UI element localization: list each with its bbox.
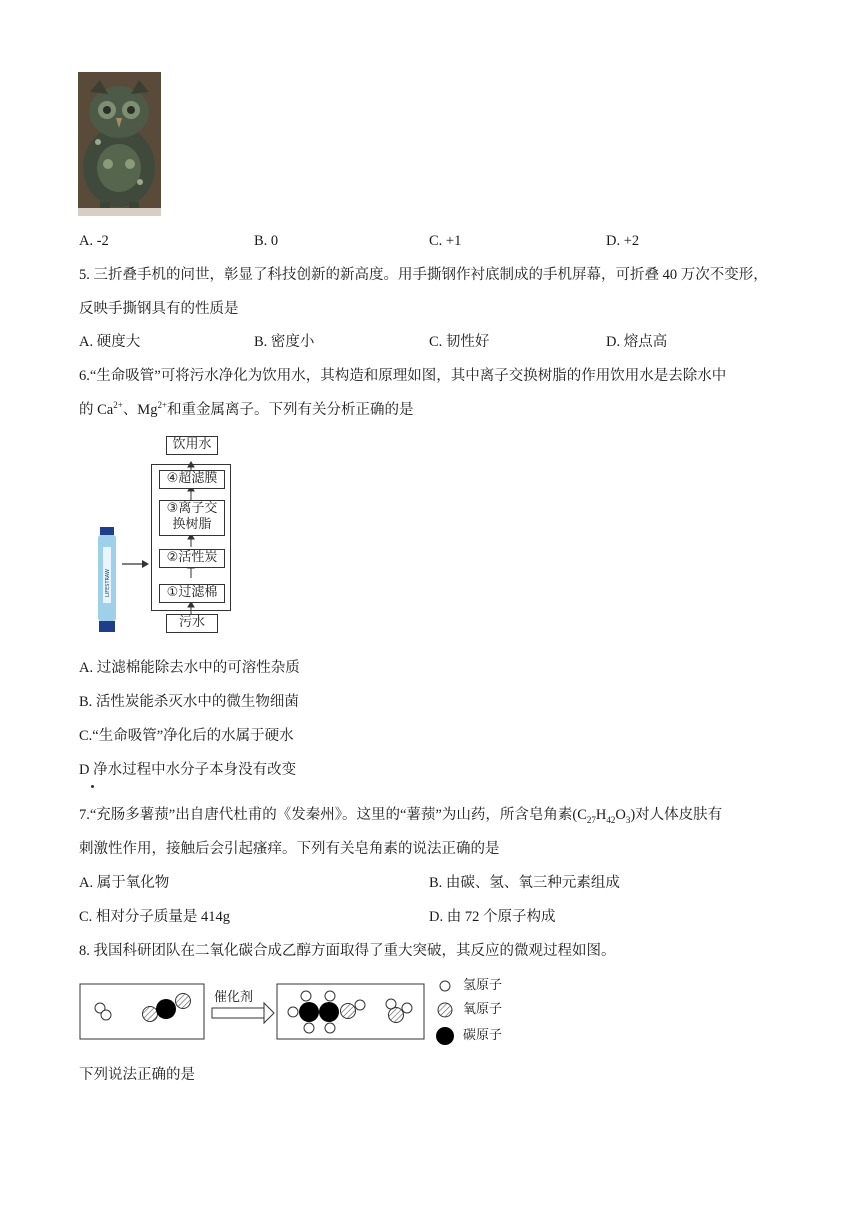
reaction-arrow bbox=[212, 1008, 264, 1018]
ion-exchange-line1: ③离子交 bbox=[166, 501, 218, 516]
q5-option-c: C. 韧性好 bbox=[429, 334, 490, 350]
ion-exchange-resin-box bbox=[159, 500, 225, 536]
q6-superscript: 2+ bbox=[113, 400, 123, 411]
q4-option-d: D. +2 bbox=[606, 233, 640, 249]
oxygen-atom bbox=[143, 1007, 158, 1022]
drinking-water-box: 饮用水 bbox=[166, 436, 218, 455]
carbon-atom bbox=[319, 1002, 339, 1022]
hydrogen-atom bbox=[402, 1003, 412, 1013]
legend-carbon-label: 碳原子 bbox=[463, 1028, 503, 1043]
flow-arrowhead bbox=[188, 462, 194, 467]
q4-option-b: B. 0 bbox=[254, 233, 279, 249]
q7-option-c: C. 相对分子质量是 414g bbox=[79, 909, 231, 925]
activated-carbon-box: ②活性炭 bbox=[159, 549, 225, 568]
q7-option-a: A. 属于氧化物 bbox=[79, 875, 170, 891]
oxygen-atom bbox=[389, 1008, 404, 1023]
q7-option-b: B. 由碳、氢、氧三种元素组成 bbox=[429, 875, 620, 891]
hydrogen-atom bbox=[101, 1010, 111, 1020]
q7-subscript: 27 bbox=[586, 814, 596, 825]
q8-stem-line1: 8. 我国科研团队在二氧化碳合成乙醇方面取得了重大突破，其反应的微观过程如图。 bbox=[79, 943, 616, 959]
q6-text: 、Mg bbox=[122, 402, 158, 418]
q7-option-d: D. 由 72 个原子构成 bbox=[429, 909, 556, 925]
ion-exchange-line2: 换树脂 bbox=[172, 517, 212, 532]
legend-hydrogen-symbol bbox=[440, 981, 450, 991]
legend-carbon-symbol bbox=[436, 1027, 454, 1045]
q5-option-d: D. 熔点高 bbox=[606, 334, 668, 350]
q6-option-a: A. 过滤棉能除去水中的可溶性杂质 bbox=[79, 660, 300, 676]
hydrogen-atom bbox=[325, 1023, 335, 1033]
filter-cotton-box: ①过滤棉 bbox=[159, 584, 225, 603]
life-straw-image bbox=[96, 527, 118, 632]
q6-text: 的 Ca bbox=[79, 402, 114, 418]
oxygen-atom bbox=[341, 1004, 356, 1019]
carbon-atom bbox=[156, 999, 176, 1019]
q7-text: O bbox=[615, 807, 626, 823]
sewage-box: 污水 bbox=[166, 614, 218, 633]
q5-stem-line1: 5. 三折叠手机的问世，彰显了科技创新的新高度。用手撕钢作衬底制成的手机屏幕，可折叠 40 万次不变形， bbox=[79, 267, 768, 283]
hydrogen-atom bbox=[355, 1000, 365, 1010]
q6-stem-line2 bbox=[79, 400, 414, 420]
hydrogen-atom bbox=[304, 1023, 314, 1033]
q4-option-a: A. -2 bbox=[79, 233, 109, 249]
bronze-vessel-image bbox=[78, 72, 161, 216]
stray-dot bbox=[91, 785, 94, 788]
q6-superscript: 2+ bbox=[157, 400, 168, 411]
legend-oxygen-label: 氧原子 bbox=[463, 1002, 503, 1017]
legend-oxygen-symbol bbox=[438, 1003, 452, 1017]
q4-option-c: C. +1 bbox=[429, 233, 462, 249]
q7-text: H bbox=[595, 807, 607, 823]
hydrogen-atom bbox=[325, 991, 335, 1001]
q6-text: 和重金属离子。下列有关分析正确的是 bbox=[167, 402, 414, 418]
right-arrow-icon bbox=[122, 556, 150, 566]
q5-stem-line2: 反映手撕钢具有的性质是 bbox=[79, 301, 239, 317]
q6-stem-line1: 6.“生命吸管”可将污水净化为饮用水，其构造和原理如图，其中离子交换树脂的作用饮用水是去除水中 bbox=[79, 368, 727, 384]
carbon-atom bbox=[299, 1002, 319, 1022]
ultrafiltration-box: ④超滤膜 bbox=[159, 470, 225, 489]
q7-text: 7.“充肠多薯蓣”出自唐代杜甫的《发秦州》。这里的“薯蓣”为山药，所含皂角素(C bbox=[79, 807, 587, 823]
q6-option-c: C.“生命吸管”净化后的水属于硬水 bbox=[79, 728, 294, 744]
q5-option-b: B. 密度小 bbox=[254, 334, 315, 350]
legend-hydrogen-label: 氢原子 bbox=[463, 978, 503, 993]
reaction-arrowhead bbox=[264, 1003, 274, 1023]
hydrogen-atom bbox=[288, 1007, 298, 1017]
q7-subscript: 42 bbox=[606, 814, 616, 825]
q7-stem-line1 bbox=[79, 805, 722, 825]
oxygen-atom bbox=[176, 994, 191, 1009]
hydrogen-atom bbox=[301, 991, 311, 1001]
q6-option-d: D 净水过程中水分子本身没有改变 bbox=[79, 762, 297, 778]
q5-option-a: A. 硬度大 bbox=[79, 334, 141, 350]
q7-subscript: 3 bbox=[625, 814, 631, 825]
q7-stem-line2: 刺激性作用，接触后会引起瘙痒。下列有关皂角素的说法正确的是 bbox=[79, 841, 500, 857]
catalyst-label: 催化剂 bbox=[214, 990, 254, 1005]
q8-after-diagram: 下列说法正确的是 bbox=[79, 1067, 195, 1083]
q7-text: )对人体皮肤有 bbox=[630, 807, 723, 823]
svg-text:LIFESTRAW: LIFESTRAW bbox=[105, 569, 111, 597]
q6-option-b: B. 活性炭能杀灭水中的微生物细菌 bbox=[79, 694, 299, 710]
